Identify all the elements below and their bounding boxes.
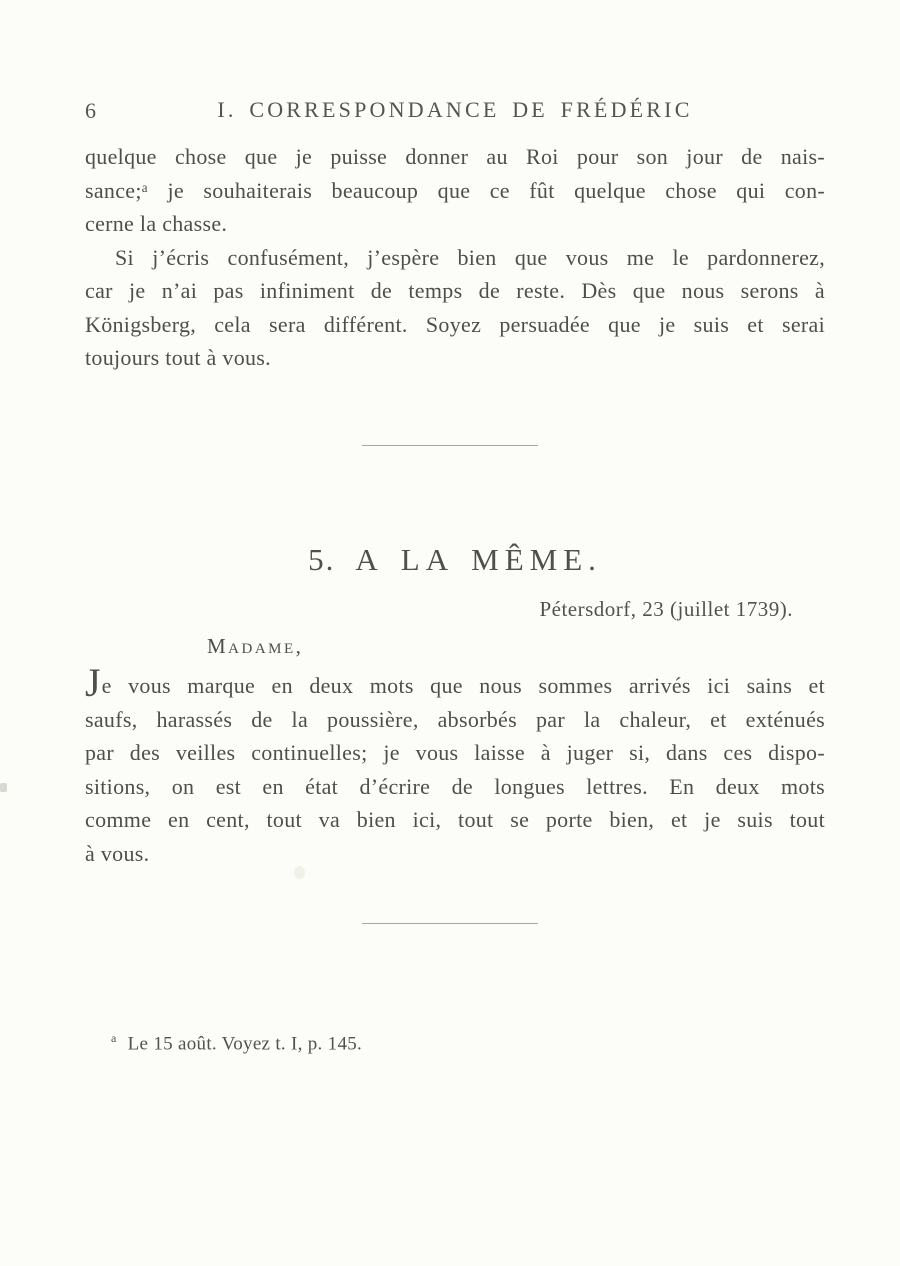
letter-title: A LA MÊME. — [355, 542, 602, 577]
text-line: comme en cent, tout va bien ici, tout se porte bien, et je suis tout — [85, 807, 825, 832]
salutation: Madame, — [207, 634, 304, 658]
running-title: I. CORRESPONDANCE DE FRÉDÉRIC — [217, 97, 693, 122]
text-line: saufs, harassés de la poussière, absorbés par la chaleur, et exténués — [85, 706, 825, 732]
text-line: Königsberg, cela sera différent. Soyez persuadée que je suis et serai — [85, 311, 825, 337]
letter-paragraph — [85, 660, 825, 870]
paragraph-closing — [85, 241, 825, 375]
text-line: car je n’ai pas infiniment de temps de reste. Dès que nous serons à — [85, 278, 825, 303]
footnote — [85, 1031, 362, 1055]
footnote-text: Le 15 août. Voyez t. I, p. 145. — [127, 1033, 363, 1055]
text-line: cerne la chasse. — [85, 211, 228, 236]
paragraph-continuation — [85, 140, 825, 241]
text-line: sance;ᵃ je souhaiterais beaucoup que ce fût quelque chose qui con- — [85, 177, 825, 203]
scan-artifact — [0, 783, 7, 792]
letter-body — [85, 660, 825, 870]
text-line — [85, 660, 825, 705]
previous-letter-continuation — [85, 140, 825, 375]
text-line-rest: e vous marque en deux mots que nous sommes arrivés ici sains et — [101, 673, 825, 698]
text-line: Si j’écris confusément, j’espère bien que vous me le pardonnerez, — [115, 244, 825, 270]
page-number: 6 — [85, 98, 97, 123]
footnote-marker: a — [111, 1031, 117, 1045]
page-header — [85, 97, 825, 123]
text-line: toujours tout à vous. — [85, 345, 271, 370]
letter-number: 5. — [308, 542, 336, 577]
text-line: quelque chose que je puisse donner au Roi pour son jour de nais- — [85, 144, 825, 169]
dateline: Pétersdorf, 23 (juillet 1739). — [539, 597, 793, 621]
section-divider — [362, 923, 538, 924]
section-divider — [362, 445, 538, 446]
letter-heading — [85, 541, 825, 578]
text-line: par des veilles continuelles; je vous laisse à juger si, dans ces dispo- — [85, 740, 825, 765]
scan-artifact — [294, 866, 305, 879]
text-line: à vous. — [85, 840, 150, 866]
text-line: sitions, on est en état d’écrire de longues lettres. En deux mots — [85, 773, 825, 799]
drop-cap-initial: J — [85, 660, 102, 705]
